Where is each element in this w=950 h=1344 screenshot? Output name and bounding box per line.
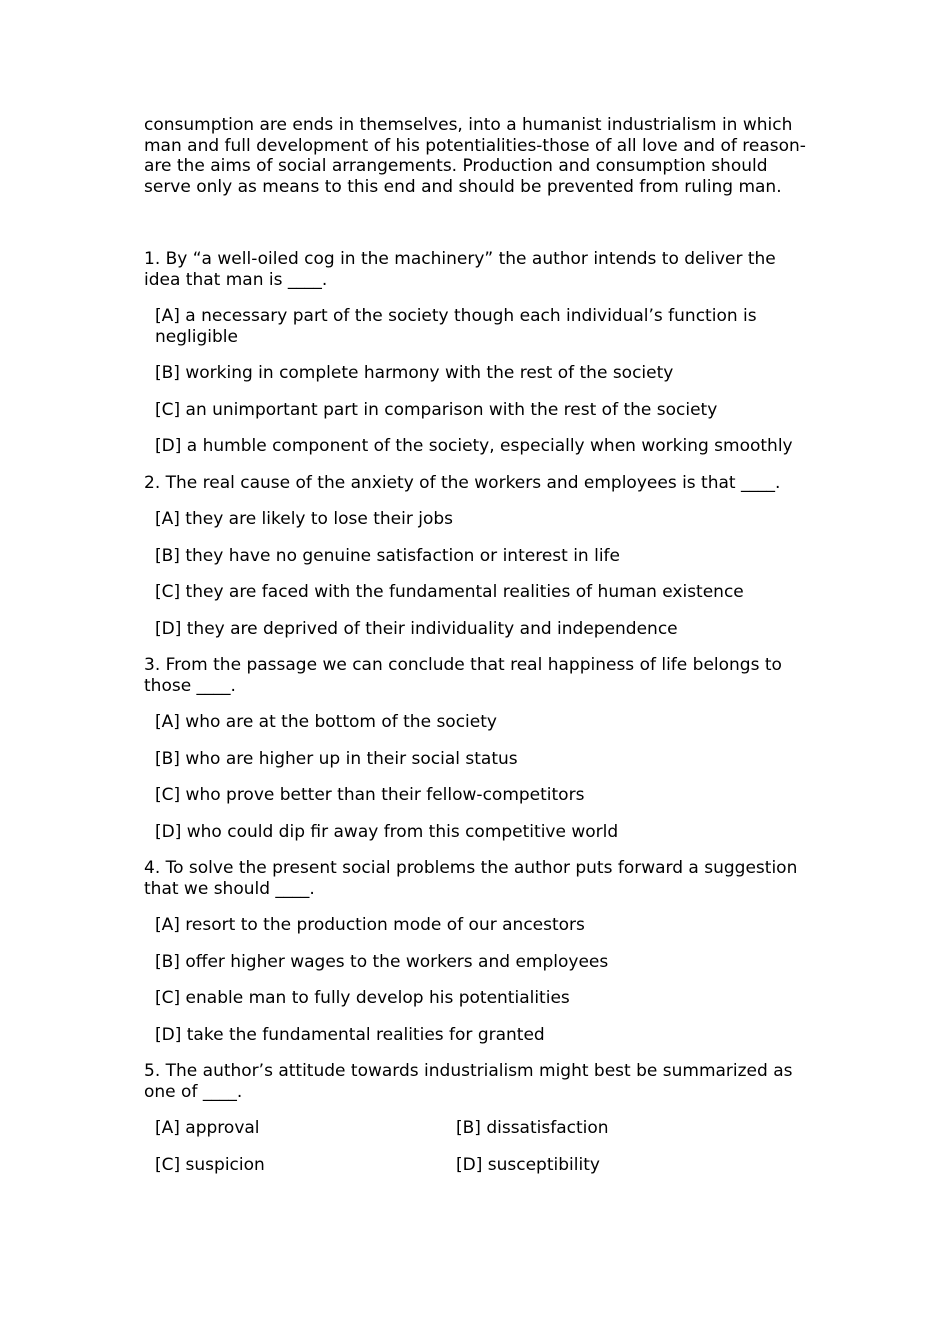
question-2 — [144, 473, 812, 640]
question-3-option-a: [A] who are at the bottom of the society — [155, 712, 497, 732]
question-1-option-a: [A] a necessary part of the society though each individual’s function is negligible — [155, 306, 757, 347]
question-5-options-row-1 — [144, 1118, 812, 1139]
question-4-text: 4. To solve the present social problems the author puts forward a suggestion that we should ____. — [144, 858, 798, 899]
question-5-option-d: [D] susceptibility — [456, 1154, 600, 1175]
question-1-option-c: [C] an unimportant part in comparison with the rest of the society — [155, 399, 718, 420]
question-4 — [144, 858, 812, 1045]
question-1 — [144, 249, 812, 457]
question-5 — [144, 1061, 812, 1175]
question-2-option-a: [A] they are likely to lose their jobs — [155, 509, 453, 529]
question-3-text: 3. From the passage we can conclude that real happiness of life belongs to those ____. — [144, 655, 782, 696]
question-5-text: 5. The author’s attitude towards industrialism might best be summarized as one of ____. — [144, 1061, 793, 1102]
question-5-option-b: [B] dissatisfaction — [456, 1118, 609, 1138]
question-2-option-b: [B] they have no genuine satisfaction or interest in life — [155, 545, 620, 566]
question-2-option-d: [D] they are deprived of their individuality and independence — [155, 618, 678, 639]
question-3-option-c: [C] who prove better than their fellow-competitors — [155, 785, 585, 805]
question-5-option-c: [C] suspicion — [155, 1154, 265, 1175]
question-5-options-row-2 — [144, 1155, 812, 1176]
document-page — [144, 115, 812, 1191]
question-3 — [144, 655, 812, 842]
question-1-text: 1. By “a well-oiled cog in the machinery” the author intends to deliver the idea that man is ____. — [144, 249, 776, 290]
question-4-option-a: [A] resort to the production mode of our ancestors — [155, 915, 585, 935]
question-2-text: 2. The real cause of the anxiety of the workers and employees is that ____. — [144, 472, 781, 493]
question-4-option-d: [D] take the fundamental realities for granted — [155, 1024, 545, 1045]
question-3-option-d: [D] who could dip fir away from this competitive world — [155, 821, 619, 842]
question-4-option-c: [C] enable man to fully develop his potentialities — [155, 988, 570, 1008]
question-2-option-c: [C] they are faced with the fundamental realities of human existence — [155, 582, 744, 602]
passage-paragraph: consumption are ends in themselves, into a humanist industrialism in which man and full development of his potentialities-those of all love and of reason-are the aims of social arrangements. Production and consumption should serve only as means to this end and should be prevented from ruling man. — [144, 115, 806, 197]
question-1-option-b: [B] working in complete harmony with the rest of the society — [155, 363, 674, 383]
question-1-option-d: [D] a humble component of the society, especially when working smoothly — [155, 436, 793, 456]
question-3-option-b: [B] who are higher up in their social status — [155, 748, 518, 769]
question-4-option-b: [B] offer higher wages to the workers and employees — [155, 951, 609, 972]
question-5-option-a: [A] approval — [155, 1118, 260, 1138]
